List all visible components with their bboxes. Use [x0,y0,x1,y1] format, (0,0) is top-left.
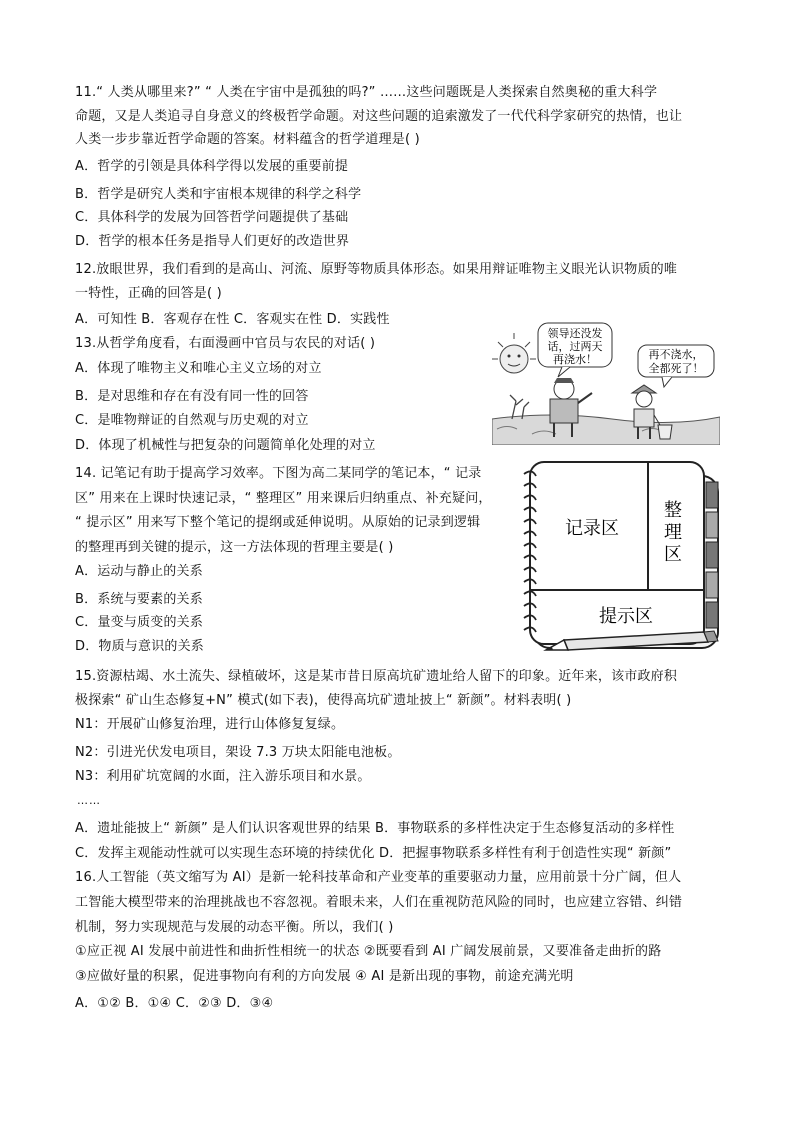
q15-n3: N3：利用矿坑宽阔的水面，注入游乐项目和水景。 [75,769,371,784]
q12-line-2: 一特性，正确的回答是( ) [75,286,222,301]
q16-options: A．①② B．①④ C．②③ D．③④ [75,996,274,1011]
q13-option-b: B．是对思维和存在有没有同一性的回答 [75,389,309,404]
official-bubble-line-3: 再浇水！ [553,353,597,366]
q15-line-2: 极探索“ 矿山生态修复+N” 模式(如下表)，使得高坑矿遗址披上“ 新颜”。材料表明( ) [75,693,572,708]
farmer-bubble-line-2: 全都死了！ [648,362,704,375]
q11-option-d: D．哲学的根本任务是指导人们更好的改造世界 [75,234,350,249]
q14-option-d: D．物质与意识的关系 [75,639,205,654]
q13-option-a: A．体现了唯物主义和唯心主义立场的对立 [75,361,322,376]
q14-option-a: A．运动与静止的关系 [75,564,203,579]
farmer-bubble-line-1: 再不浇水， [648,348,704,361]
q14-line-1: 14. 记笔记有助于提高学习效率。下图为高二某同学的笔记本，“ 记录 [75,466,482,481]
q15-n1: N1：开展矿山修复治理，进行山体修复复绿。 [75,717,345,732]
q14-line-4: 的整理再到关键的提示，这一方法体现的哲理主要是( ) [75,540,394,555]
q13-option-d: D．体现了机械性与把复杂的问题简单化处理的对立 [75,438,376,453]
q15-line-1: 15.资源枯竭、水土流失、绿植破坏，这是某市昔日原高坑矿遗址给人留下的印象。近年来，该市政府积 [75,669,678,684]
q12-options: A．可知性 B．客观存在性 C．客观实在性 D．实践性 [75,312,390,327]
q11-line-2: 命题，又是人类追寻自身意义的终极哲学命题。对这些问题的追索激发了一代代科学家研究的热情，也让 [75,109,683,124]
q15-options-ab: A．遗址能披上“ 新颜” 是人们认识客观世界的结果 B．事物联系的多样性决定于生态修复活动的多样性 [75,821,675,836]
zone-record-label: 记录区 [565,518,619,539]
zone-hint-label: 提示区 [599,606,653,627]
q16-line-2: 工智能大模型带来的治理挑战也不容忽视。着眼未来，人们在重视防范风险的同时，也应建立容错、纠错 [75,895,683,910]
q11-option-c: C．具体科学的发展为回答哲学问题提供了基础 [75,210,349,225]
q14-option-b: B．系统与要素的关系 [75,592,203,607]
q13-line-1: 13.从哲学角度看，右面漫画中官员与农民的对话( ) [75,336,376,351]
q11-line-1: 11.“ 人类从哪里来?” “ 人类在宇宙中是孤独的吗?” ……这些问题既是人类探索自然奥秘的重大科学 [75,85,658,100]
q14-option-c: C．量变与质变的关系 [75,615,204,630]
q13-option-c: C．是唯物辩证的自然观与历史观的对立 [75,413,309,428]
zone-organize-char-3: 区 [664,544,682,565]
q16-statements-1-2: ①应正视 AI 发展中前进性和曲折性相统一的状态 ②既要看到 AI 广阔发展前景，又要准备走曲折的路 [75,944,662,959]
q15-options-cd: C．发挥主观能动性就可以实现生态环境的持续优化 D．把握事物联系多样性有利于创造性实现“ 新颜” [75,846,672,861]
q14-line-3: “ 提示区” 用来写下整个笔记的提纲或延伸说明。从原始的记录到逻辑 [75,515,481,530]
q14-line-2: 区” 用来在上课时快速记录，“ 整理区” 用来课后归纳重点、补充疑问， [75,491,492,506]
q16-line-1: 16.人工智能（英文缩写为 AI）是新一轮科技革命和产业变革的重要驱动力量，应用前景十分广阔，但人 [75,870,682,885]
q12-line-1: 12.放眼世界，我们看到的是高山、河流、原野等物质具体形态。如果用辩证唯物主义眼光认识物质的唯 [75,262,678,277]
official-bubble-line-1: 领导还没发 [547,327,603,340]
q11-option-b: B．哲学是研究人类和宇宙根本规律的科学之科学 [75,187,362,202]
official-bubble-line-2: 话，过两天 [547,340,603,353]
zone-organize-char-2: 理 [664,522,682,543]
q11-line-3: 人类一步步靠近哲学命题的答案。材料蕴含的哲学道理是( ) [75,132,420,147]
q11-option-a: A．哲学的引领是具体科学得以发展的重要前提 [75,159,349,174]
zone-organize-char-1: 整 [664,500,682,521]
q16-line-3: 机制，努力实现规范与发展的动态平衡。所以，我们( ) [75,920,394,935]
q15-ellipsis: …… [77,794,101,807]
q16-statements-3-4: ③应做好量的积累，促进事物向有利的方向发展 ④ AI 是新出现的事物，前途充满光明 [75,969,574,984]
cartoon-official-farmer [492,319,720,445]
notebook-diagram [520,458,722,658]
q15-n2: N2：引进光伏发电项目，架设 7.3 万块太阳能电池板。 [75,745,401,760]
